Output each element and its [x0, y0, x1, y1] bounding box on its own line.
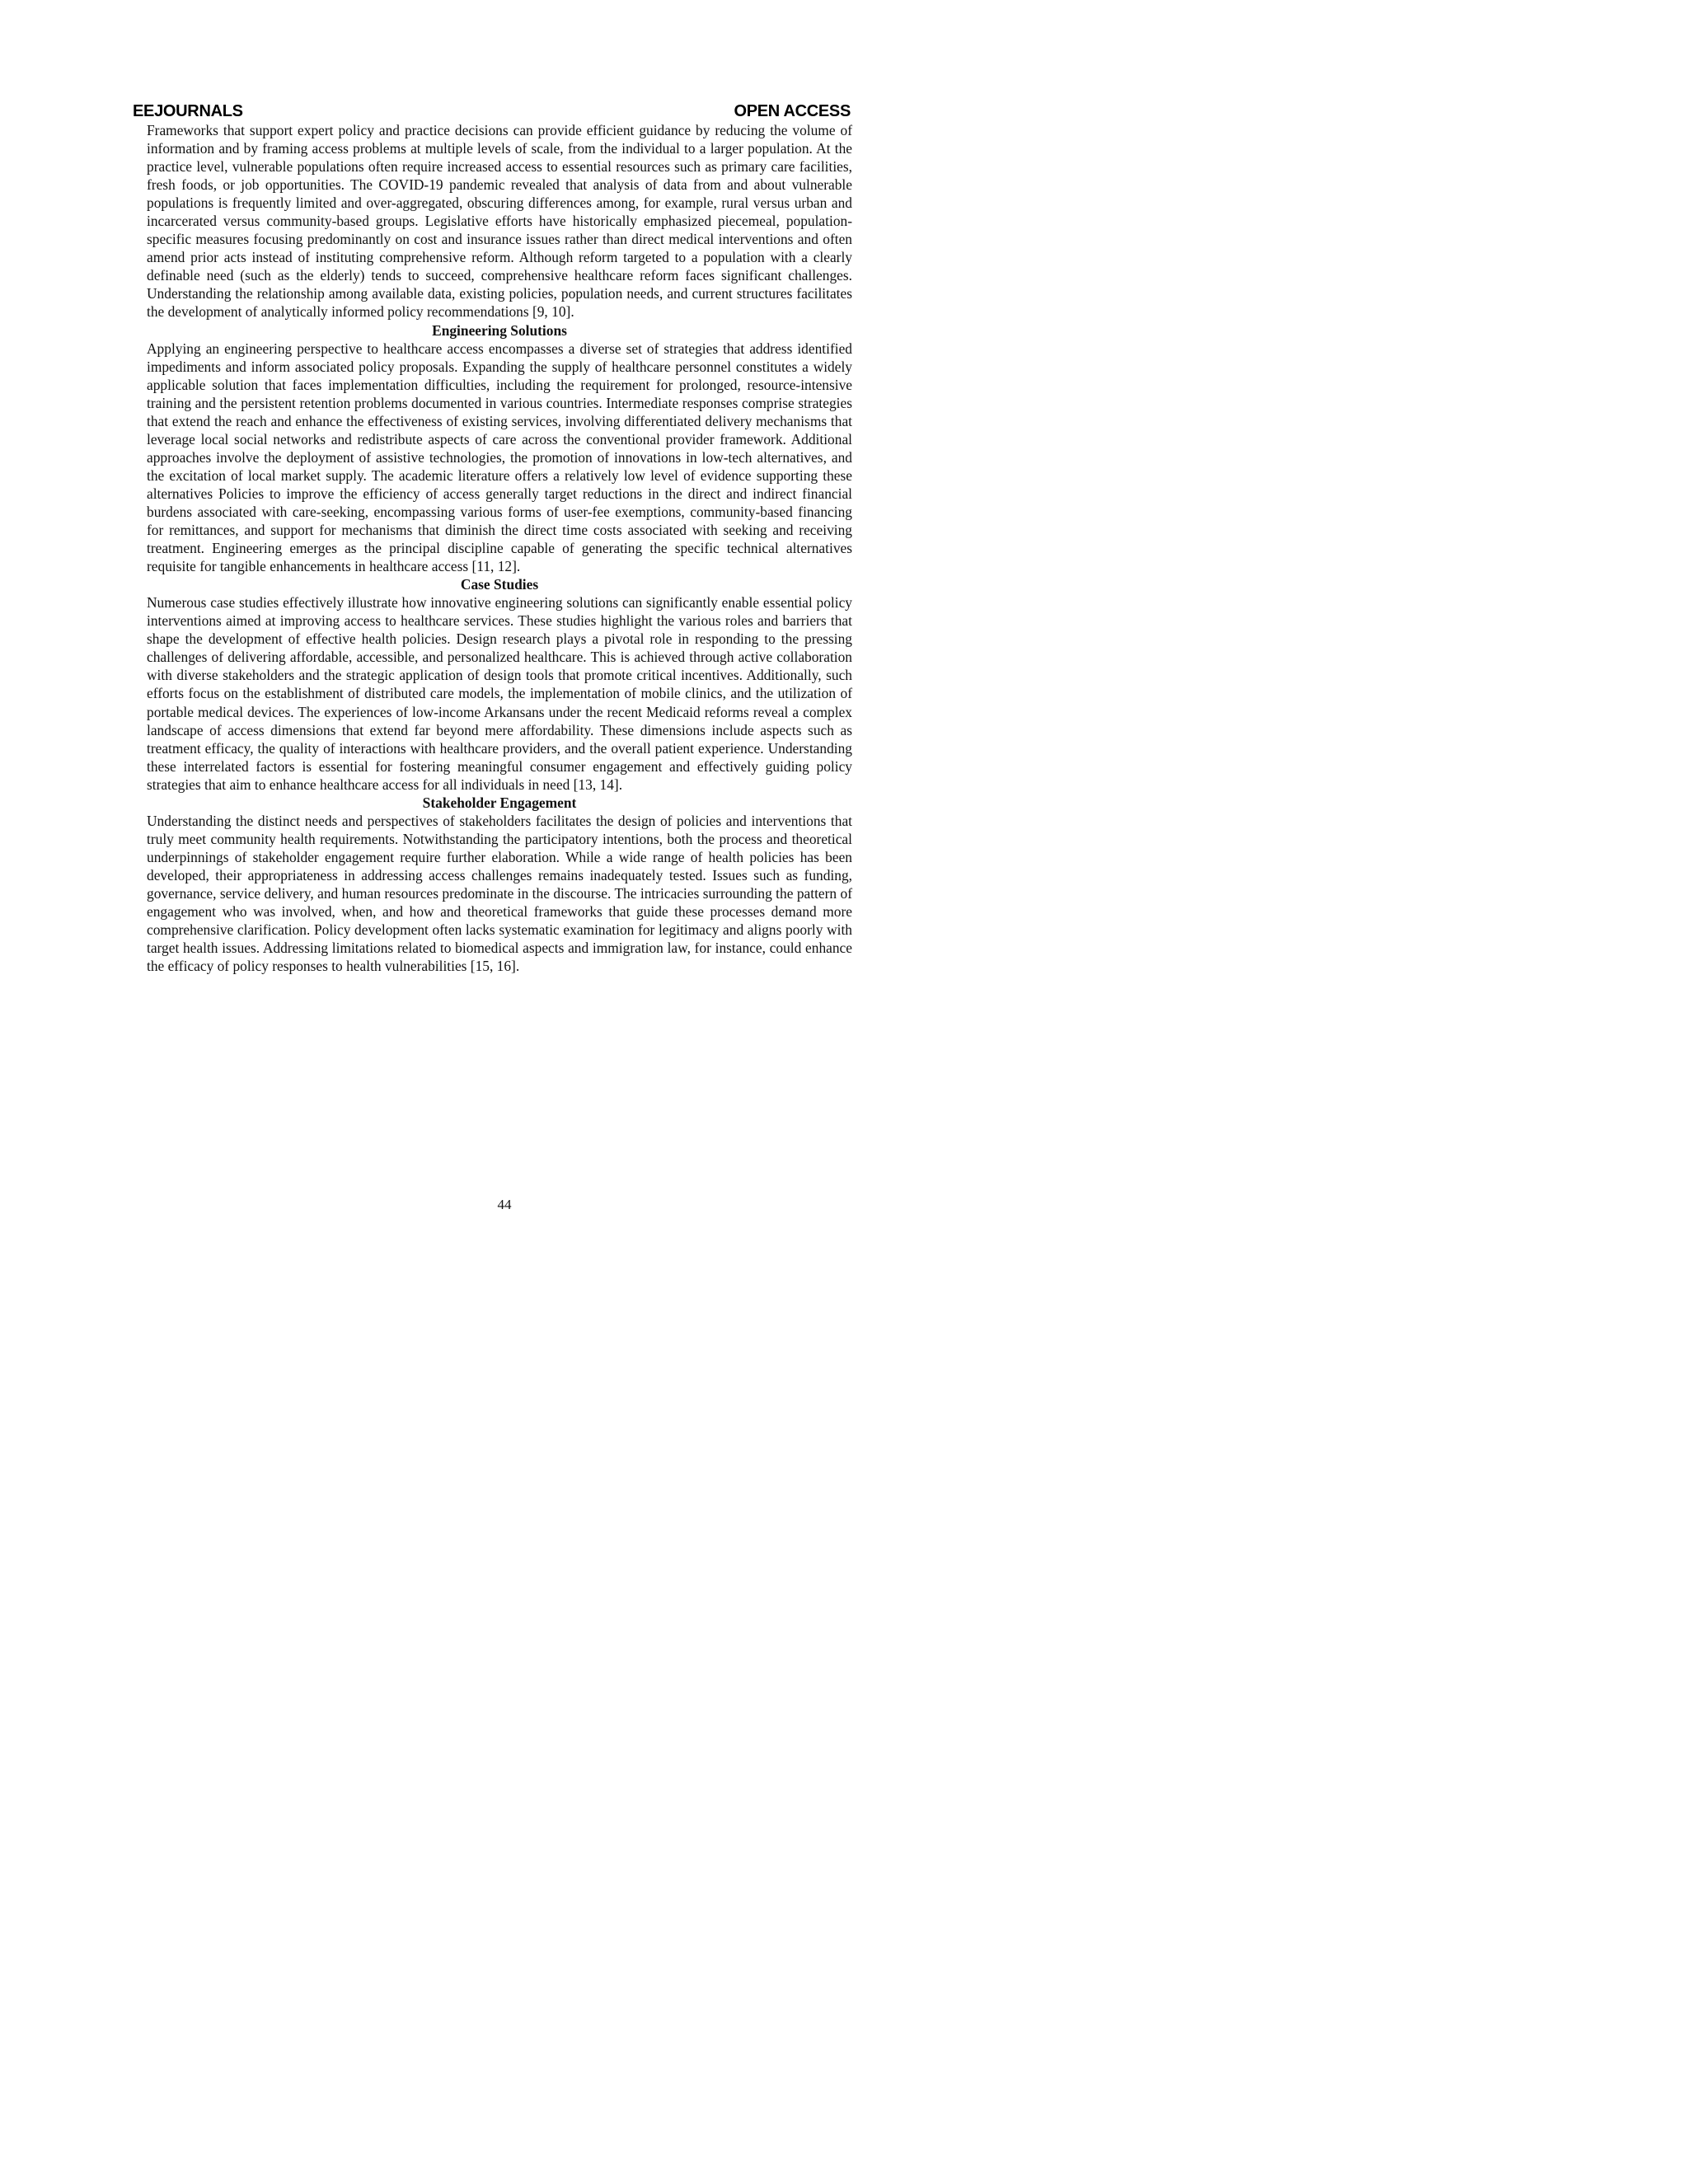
page-number: 44 — [497, 1197, 512, 1212]
access-label: OPEN ACCESS — [734, 102, 851, 120]
engineering-solutions-paragraph: Applying an engineering perspective to healthcare access encompasses a diverse set of strategies that address identified impediments and inform associated policy proposals. Expanding the supply of healthcare personnel constitutes a widely applicable solution that faces implementation difficulties, including the requirement for prolonged, resource-intensive training and the persistent retention problems documented in various countries. Intermediate responses comprise strategies that extend the reach and enhance the effectiveness of existing services, involving differentiated delivery mechanisms that leverage local social networks and redistribute aspects of care across the conventional provider framework. Additional approaches involve the deployment of assistive technologies, the promotion of innovations in low-tech alternatives, and the excitation of local market supply. The academic literature offers a relatively low level of evidence supporting these alternatives Policies to improve the efficiency of access generally target reductions in the direct and indirect financial burdens associated with care-seeking, encompassing various forms of user-fee exemptions, community-based financing for remittances, and support for mechanisms that diminish the direct time costs associated with seeking and receiving treatment. Engineering emerges as the principal discipline capable of generating the specific technical alternatives requisite for tangible enhancements in healthcare access [11, 12]. — [147, 340, 852, 575]
document-page — [0, 0, 1009, 1305]
journal-name: EEJOURNALS — [133, 102, 243, 120]
case-studies-paragraph: Numerous case studies effectively illustrate how innovative engineering solutions can significantly enable essential policy interventions aimed at improving access to healthcare services. These studies highlight the various roles and barriers that shape the development of effective health policies. Design research plays a pivotal role in responding to the pressing challenges of delivering affordable, accessible, and personalized healthcare. This is achieved through active collaboration with diverse stakeholders and the strategic application of design tools that promote critical incentives. Additionally, such efforts focus on the establishment of distributed care models, the implementation of mobile clinics, and the utilization of portable medical devices. The experiences of low-income Arkansans under the recent Medicaid reforms reveal a complex landscape of access dimensions that extend far beyond mere affordability. These dimensions include aspects such as treatment efficacy, the quality of interactions with healthcare providers, and the overall patient experience. Understanding these interrelated factors is essential for fostering meaningful consumer engagement and effectively guiding policy strategies that aim to enhance healthcare access for all individuals in need [13, 14]. — [147, 594, 852, 793]
article-body — [147, 121, 852, 975]
section-heading-case-studies: Case Studies — [460, 576, 539, 593]
intro-paragraph: Frameworks that support expert policy and practice decisions can provide efficient guidance by reducing the volume of information and by framing access problems at multiple levels of scale, from the individual to a larger population. At the practice level, vulnerable populations often require increased access to essential resources such as primary care facilities, fresh foods, or job opportunities. The COVID-19 pandemic revealed that analysis of data from and about vulnerable populations is frequently limited and over-aggregated, obscuring differences among, for example, rural versus urban and incarcerated versus community-based groups. Legislative efforts have historically emphasized piecemeal, population-specific measures focusing predominantly on cost and insurance issues rather than direct medical interventions and often amend prior acts instead of instituting comprehensive reform. Although reform targeted to a population with a clearly definable need (such as the elderly) tends to succeed, comprehensive healthcare reform faces significant challenges. Understanding the relationship among available data, existing policies, population needs, and current structures facilitates the development of analytically informed policy recommendations [9, 10]. — [147, 122, 852, 321]
section-heading-stakeholder-engagement: Stakeholder Engagement — [422, 794, 577, 811]
section-heading-engineering-solutions: Engineering Solutions — [432, 321, 567, 339]
stakeholder-engagement-paragraph: Understanding the distinct needs and perspectives of stakeholders facilitates the design of policies and interventions that truly meet community health requirements. Notwithstanding the participatory intentions, both the process and theoretical underpinnings of stakeholder engagement require further elaboration. While a wide range of health policies has been developed, their appropriateness in addressing access challenges remains inadequately tested. Issues such as funding, governance, service delivery, and human resources predominate in the discourse. The intricacies surrounding the pattern of engagement who was involved, when, and how and theoretical frameworks that guide these processes demand more comprehensive clarification. Policy development often lacks systematic examination for legitimacy and aligns poorly with target health issues. Addressing limitations related to biomedical aspects and immigration law, for instance, could enhance the efficacy of policy responses to health vulnerabilities [15, 16]. — [147, 812, 852, 975]
